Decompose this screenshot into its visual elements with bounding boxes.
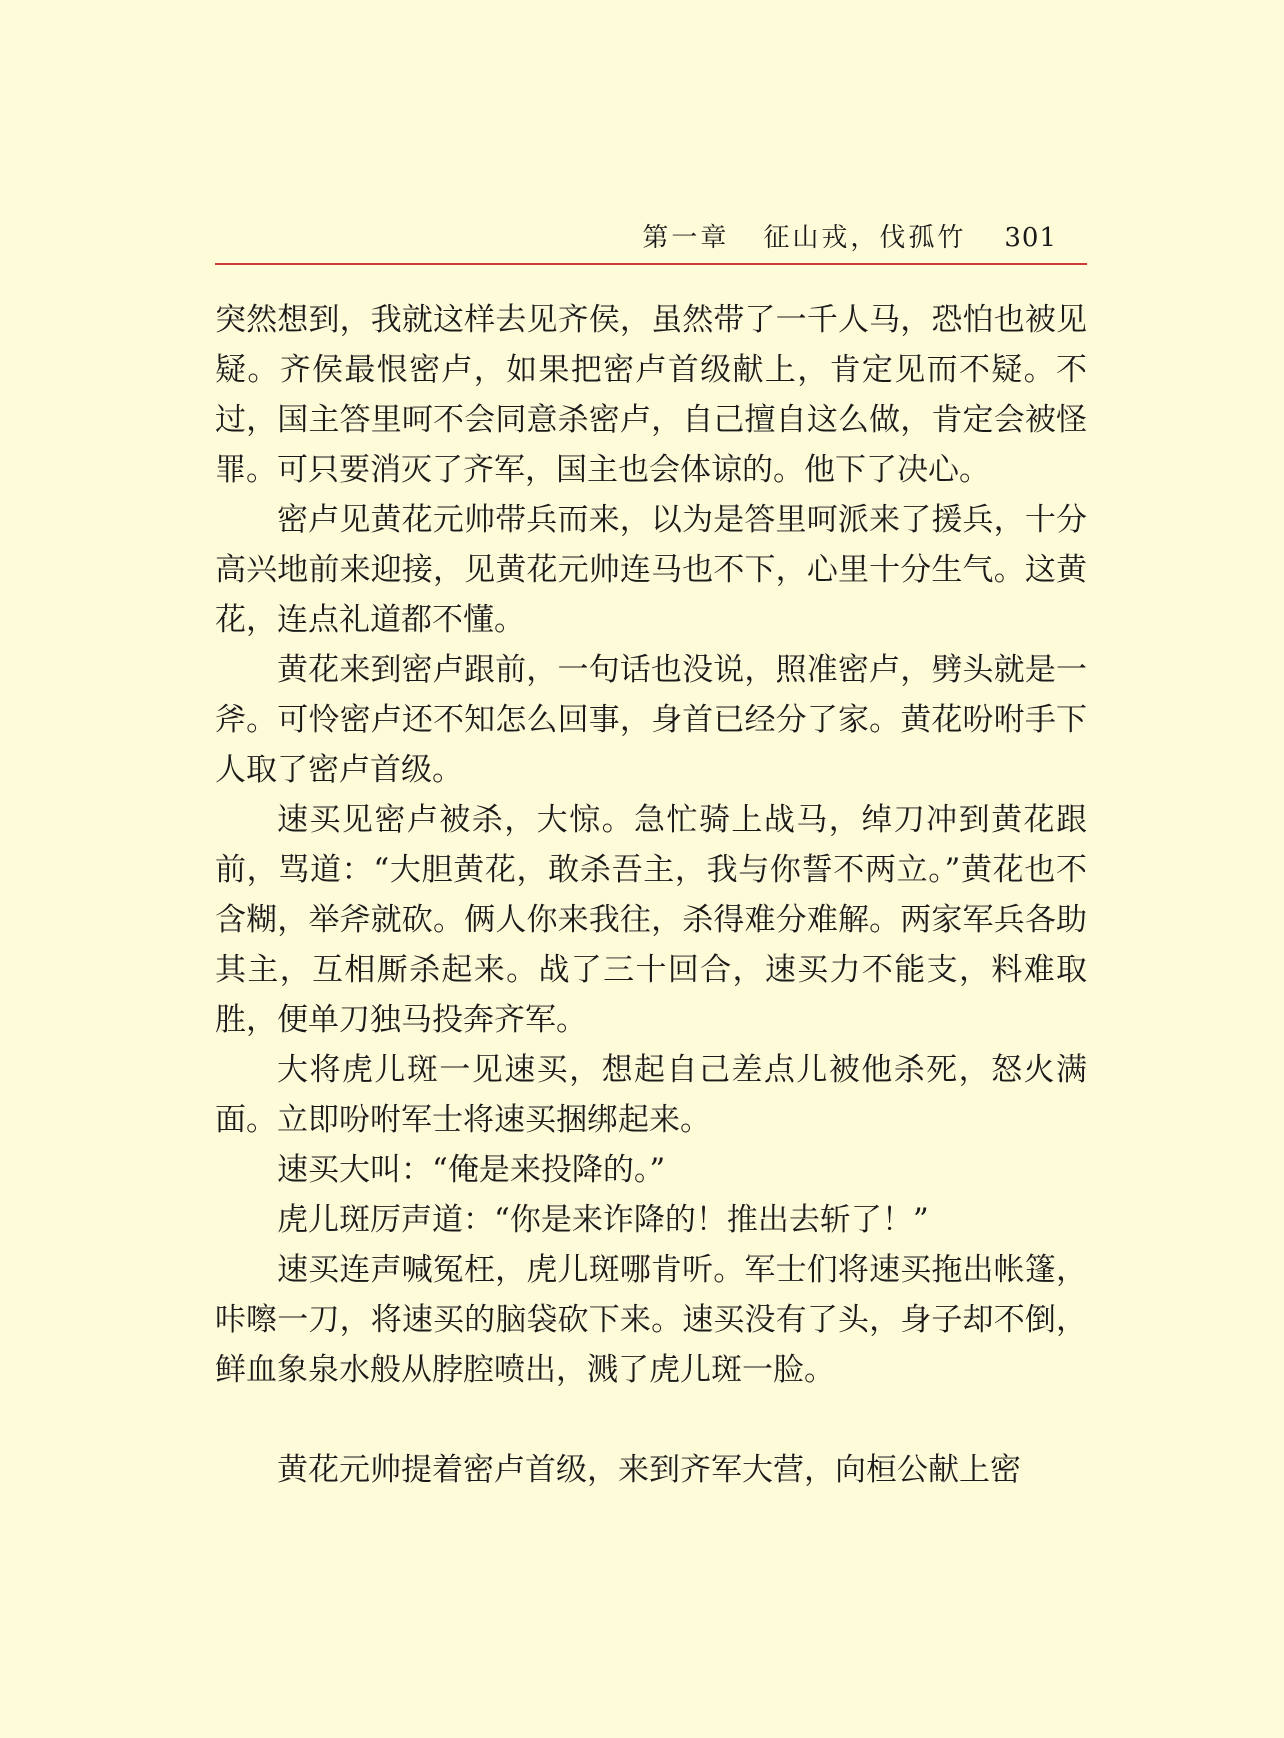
paragraph: 黄花来到密卢跟前，一句话也没说，照准密卢，劈头就是一斧。可怜密卢还不知怎么回事，身首已经分了家。黄花吩咐手下人取了密卢首级。 [215, 652, 1087, 788]
header-divider [215, 263, 1087, 265]
paragraph: 突然想到，我就这样去见齐侯，虽然带了一千人马，恐怕也被见疑。齐侯最恨密卢，如果把密卢首级献上，肯定见而不疑。不过，国主答里呵不会同意杀密卢，自己擅自这么做，肯定会被怪罪。可只要消灭了齐军，国主也会体谅的。他下了决心。 [215, 302, 1087, 488]
paragraph: 大将虎儿斑一见速买，想起自己差点儿被他杀死，怒火满面。立即吩咐军士将速买捆绑起来。 [215, 1052, 1087, 1138]
paragraph: 速买连声喊冤枉，虎儿斑哪肯听。军士们将速买拖出帐篷，咔嚓一刀，将速买的脑袋砍下来。速买没有了头，身子却不倒，鲜血象泉水般从脖腔喷出，溅了虎儿斑一脸。 [215, 1252, 1087, 1388]
paragraph: 速买见密卢被杀，大惊。急忙骑上战马，绰刀冲到黄花跟前，骂道：“大胆黄花，敢杀吾主，我与你誓不两立。”黄花也不含糊，举斧就砍。俩人你来我往，杀得难分难解。两家军兵各助其主，互相厮杀起来。战了三十回合，速买力不能支，料难取胜，便单刀独马投奔齐军。 [215, 802, 1087, 1038]
page-number: 301 [1004, 223, 1057, 253]
body-text [215, 295, 1087, 1495]
paragraph: 速买大叫：“俺是来投降的。” [277, 1152, 666, 1188]
paragraph: 黄花元帅提着密卢首级，来到齐军大营，向桓公献上密 [277, 1452, 1021, 1488]
chapter-number: 第一章 [642, 223, 730, 253]
paragraph: 密卢见黄花元帅带兵而来，以为是答里呵派来了援兵，十分高兴地前来迎接，见黄花元帅连马也不下，心里十分生气。这黄花，连点礼道都不懂。 [215, 502, 1087, 638]
paragraph: 虎儿斑厉声道：“你是来诈降的！推出去斩了！” [277, 1202, 929, 1238]
running-header [215, 218, 1085, 258]
chapter-title: 征山戎，伐孤竹 [763, 223, 967, 253]
